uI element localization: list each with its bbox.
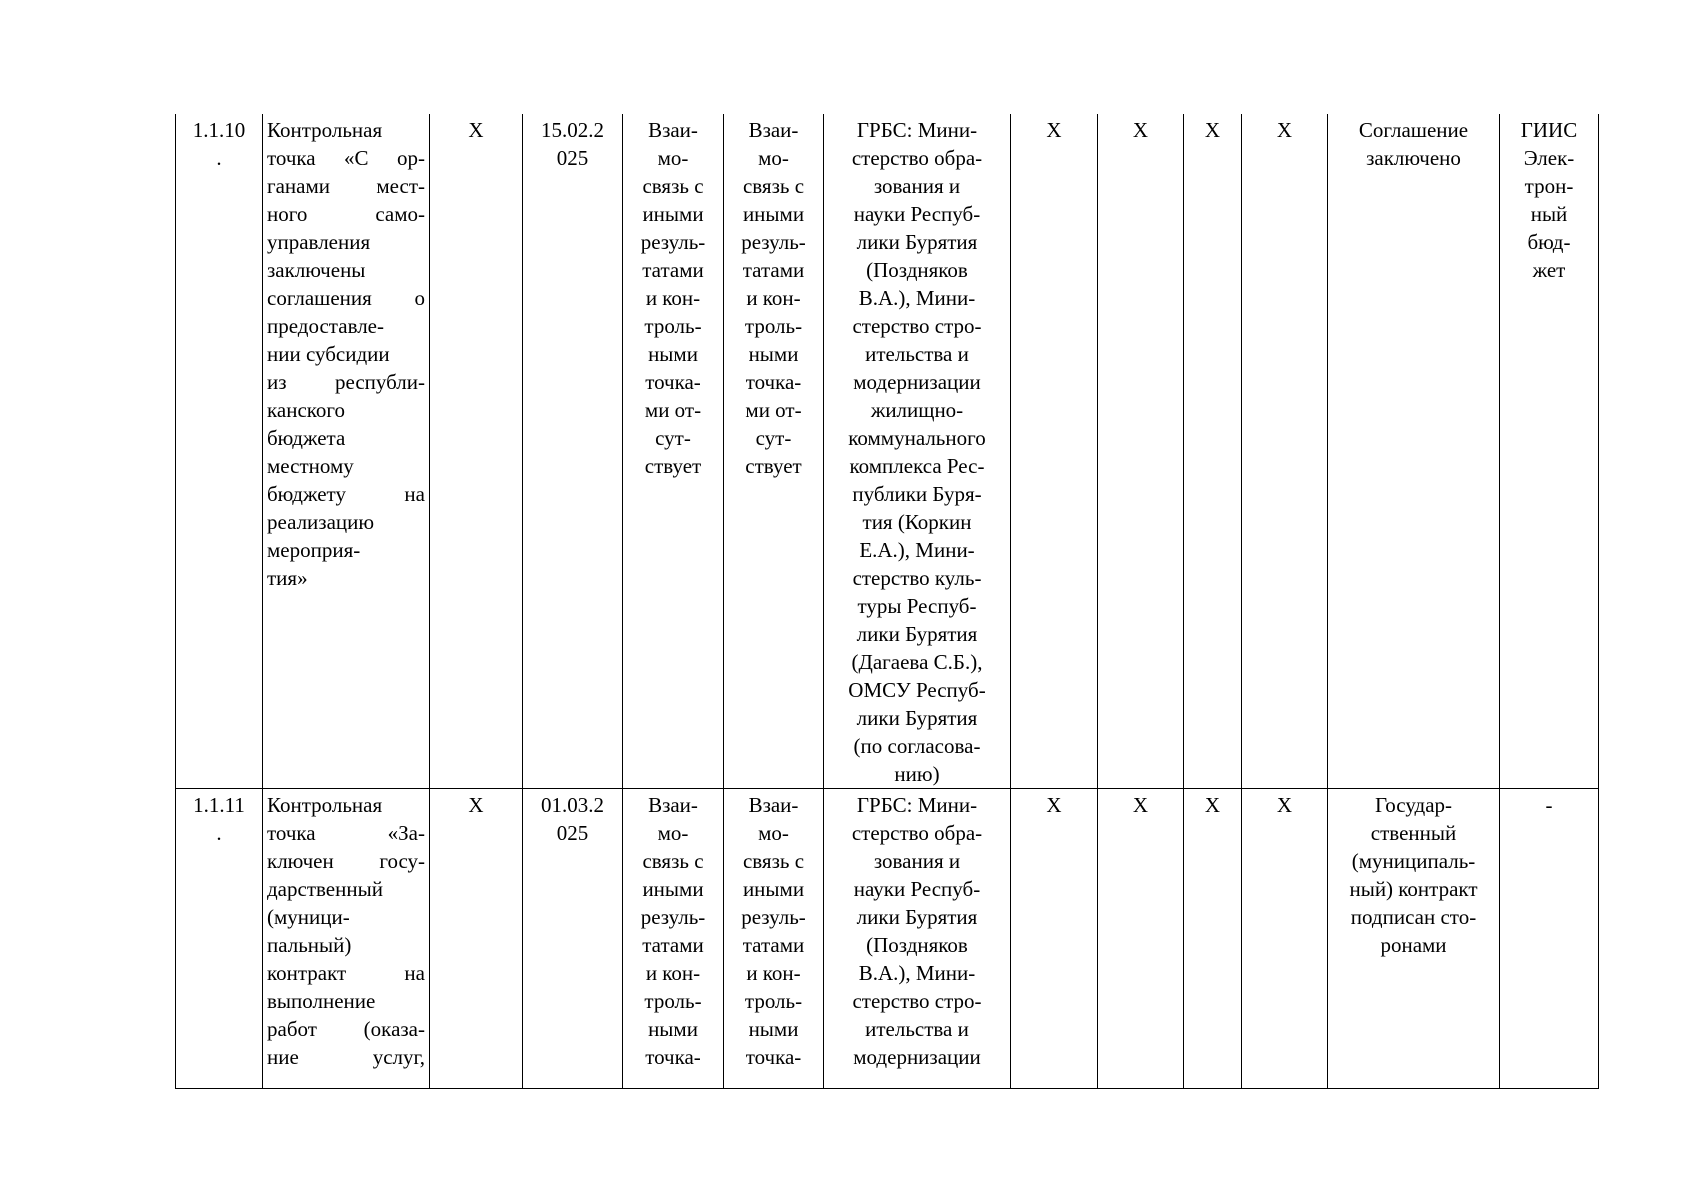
cell-text-line: ными xyxy=(648,1017,698,1041)
cell-text-line: точка «С ор- xyxy=(267,146,425,170)
cell-text-line: Соглашение xyxy=(1358,118,1469,142)
cell-text-line: иными xyxy=(742,202,805,226)
cell-text-line: троль- xyxy=(644,989,702,1013)
cell-text-line: . xyxy=(216,821,222,845)
cell-text-line: ный) контракт xyxy=(1349,877,1478,901)
cell-text-line: точка- xyxy=(645,1045,701,1069)
result-cell xyxy=(1328,789,1500,1089)
cell-text-line: троль- xyxy=(744,989,803,1013)
cell-text-line: ганами мест- xyxy=(267,174,425,198)
item-number-cell xyxy=(176,114,263,789)
cell-text-line: зования и xyxy=(873,849,961,873)
cell-text-line: бюджета xyxy=(267,426,346,450)
cell-text-line: реализацию xyxy=(267,510,375,534)
cell-text-line: местному xyxy=(267,454,354,478)
cell-text-line: Взаи- xyxy=(648,793,698,817)
cell-text-line: ми от- xyxy=(745,398,802,422)
cell-text-line: 025 xyxy=(556,146,589,170)
cell-text-line: (муници- xyxy=(267,905,350,929)
table-row xyxy=(176,114,1599,789)
link-previous-cell xyxy=(623,114,724,789)
cell-text-line: жилищно- xyxy=(870,398,964,422)
control-points-table xyxy=(175,114,1599,1089)
cell-text-line: ительства и xyxy=(865,1017,969,1041)
cell-text-line: (Поздняков xyxy=(866,933,968,957)
cell-text-line: точка «За- xyxy=(267,821,425,845)
table-body xyxy=(176,114,1599,1089)
cell-text-line: управления xyxy=(267,230,371,254)
x-cell-1 xyxy=(1011,114,1098,789)
cell-text: X xyxy=(468,793,484,817)
cell-text-line: ствует xyxy=(745,454,802,478)
cell-text-line: лики Бурятия xyxy=(856,706,978,730)
date-cell xyxy=(523,789,623,1089)
cell-text-line: ственный xyxy=(1370,821,1457,845)
cell-text-line: заключены xyxy=(267,258,366,282)
cell-text-line: стерство обра- xyxy=(851,146,983,170)
cell-text-line: точка- xyxy=(745,1045,802,1069)
cell-text-line: мо- xyxy=(657,821,689,845)
cell-text-line: ствует xyxy=(644,454,702,478)
cell-text-line: резуль- xyxy=(640,230,706,254)
cell-text-line: и кон- xyxy=(746,961,801,985)
cell-text-line: Взаи- xyxy=(648,118,698,142)
cell-text-line: подписан сто- xyxy=(1350,905,1477,929)
control-point-name-cell xyxy=(263,789,430,1089)
information-system-cell xyxy=(1500,114,1599,789)
x-cell-1 xyxy=(1011,789,1098,1089)
cell-text-line: ние услуг, xyxy=(267,1045,425,1069)
cell-text-line: предоставле- xyxy=(267,314,384,338)
cell-text-line: Контрольная xyxy=(267,793,383,817)
cell-text-line: дарственный xyxy=(267,877,383,901)
cell-text-line: и кон- xyxy=(645,961,701,985)
cell-text: X xyxy=(1204,118,1221,142)
cell-text-line: выполнение xyxy=(267,989,376,1013)
cell-text-line: ГРБС: Мини- xyxy=(856,118,978,142)
cell-text-line: 1.1.10 xyxy=(192,118,246,142)
cell-text-line: и кон- xyxy=(645,286,701,310)
cell-text-line: иными xyxy=(642,202,704,226)
cell-text-line: контракт на xyxy=(267,961,425,985)
x-cell-3 xyxy=(1184,789,1242,1089)
cell-text: X xyxy=(1276,118,1293,142)
cell-text-line: стерство обра- xyxy=(851,821,983,845)
cell-text-line: Государ- xyxy=(1374,793,1453,817)
cell-text-line: сут- xyxy=(755,426,792,450)
cell-text-line: связь с xyxy=(742,174,805,198)
cell-text-line: В.А.), Мини- xyxy=(858,286,976,310)
cell-text-line: ными xyxy=(748,342,799,366)
x-cell-2 xyxy=(1098,114,1184,789)
cell-text-line: резуль- xyxy=(640,905,706,929)
cell-text-line: 01.03.2 xyxy=(541,793,604,817)
cell-text-line: связь с xyxy=(642,174,704,198)
cell-text-line: стерство куль- xyxy=(852,566,982,590)
cell-text-line: (муниципаль- xyxy=(1351,849,1476,873)
x-cell-3 xyxy=(1184,114,1242,789)
cell-text: X xyxy=(1132,118,1149,142)
cell-text-line: мероприя- xyxy=(267,538,361,562)
link-next-cell xyxy=(724,114,824,789)
link-next-cell xyxy=(724,789,824,1089)
control-point-name-cell xyxy=(263,114,430,789)
cell-text-line: бюджету на xyxy=(267,482,425,506)
cell-text-line: и кон- xyxy=(746,286,801,310)
cell-text-line: пальный) xyxy=(267,933,352,957)
cell-text-line: Взаи- xyxy=(748,118,799,142)
cell-text: X xyxy=(468,118,484,142)
cell-text: X xyxy=(1276,793,1293,817)
x-cell-2 xyxy=(1098,789,1184,1089)
cell-text-line: резуль- xyxy=(741,905,806,929)
cell-text-line: В.А.), Мини- xyxy=(858,961,976,985)
cell-text: X xyxy=(1204,793,1221,817)
cell-text-line: работ (оказа- xyxy=(267,1017,425,1041)
cell-text-line: публики Буря- xyxy=(852,482,982,506)
cell-text-line: (Дагаева С.Б.), xyxy=(851,650,983,674)
cell-text-line: 1.1.11 xyxy=(193,793,245,817)
cell-text-line: Взаи- xyxy=(748,793,799,817)
cell-text-line: ОМСУ Респуб- xyxy=(848,678,986,702)
cell-text-line: Е.А.), Мини- xyxy=(859,538,975,562)
cell-text: X xyxy=(1046,118,1062,142)
cell-text-line: тия (Коркин xyxy=(862,510,972,534)
x-cell-4 xyxy=(1242,114,1328,789)
cell-text-line: нии субсидии xyxy=(267,342,390,366)
cell-text-line: ми от- xyxy=(644,398,702,422)
cell-text: X xyxy=(1046,793,1062,817)
cell-text-line: связь с xyxy=(642,849,704,873)
cell-text-line: точка- xyxy=(645,370,701,394)
cell-text-line: ГИИС xyxy=(1520,118,1578,142)
x-cell-4 xyxy=(1242,789,1328,1089)
cell-text-line: стерство стро- xyxy=(852,314,982,338)
cell-text-line: зования и xyxy=(873,174,961,198)
cell-text-line: татами xyxy=(642,933,704,957)
cell-text-line: ключен госу- xyxy=(267,849,425,873)
cell-text-line: ного само- xyxy=(267,202,425,226)
cell-text-line: лики Бурятия xyxy=(856,622,978,646)
indicator-cell xyxy=(430,789,523,1089)
cell-text-line: соглашения о xyxy=(267,286,425,310)
result-cell xyxy=(1328,114,1500,789)
link-previous-cell xyxy=(623,789,724,1089)
information-system-cell xyxy=(1500,789,1599,1089)
cell-text-line: мо- xyxy=(758,146,789,170)
cell-text-line: тия» xyxy=(267,566,308,590)
cell-text-line: модернизации xyxy=(853,1045,981,1069)
cell-text-line: туры Респуб- xyxy=(857,594,977,618)
cell-text-line: сут- xyxy=(655,426,691,450)
cell-text-line: коммунального xyxy=(848,426,986,450)
cell-text-line: мо- xyxy=(657,146,689,170)
cell-text-line: иными xyxy=(742,877,805,901)
cell-text-line: лики Бурятия xyxy=(856,230,978,254)
responsible-cell xyxy=(824,114,1011,789)
responsible-cell xyxy=(824,789,1011,1089)
cell-text-line: науки Респуб- xyxy=(853,877,981,901)
cell-text-line: ный xyxy=(1530,202,1568,226)
cell-text-line: из республи- xyxy=(267,370,425,394)
cell-text-line: Элек- xyxy=(1523,146,1575,170)
cell-text-line: модернизации xyxy=(853,370,981,394)
cell-text-line: связь с xyxy=(742,849,805,873)
cell-text-line: нию) xyxy=(894,762,940,786)
cell-text-line: резуль- xyxy=(741,230,806,254)
cell-text-line: канского xyxy=(267,398,345,422)
cell-text-line: точка- xyxy=(745,370,802,394)
cell-text-line: Контрольная xyxy=(267,118,383,142)
item-number-cell xyxy=(176,789,263,1089)
cell-text-line: 15.02.2 xyxy=(541,118,604,142)
cell-text-line: . xyxy=(216,146,222,170)
cell-text-line: науки Респуб- xyxy=(853,202,981,226)
cell-text-line: жет xyxy=(1532,258,1566,282)
cell-text-line: (Поздняков xyxy=(866,258,968,282)
cell-text-line: татами xyxy=(742,258,805,282)
cell-text-line: троль- xyxy=(644,314,702,338)
cell-text-line: ГРБС: Мини- xyxy=(856,793,978,817)
cell-text-line: иными xyxy=(642,877,704,901)
cell-text-line: ительства и xyxy=(865,342,969,366)
cell-text-line: мо- xyxy=(758,821,789,845)
indicator-cell xyxy=(430,114,523,789)
cell-text-line: троль- xyxy=(744,314,803,338)
cell-text-line: заключено xyxy=(1366,146,1461,170)
cell-text-line: татами xyxy=(742,933,805,957)
table-row xyxy=(176,789,1599,1089)
cell-text-line: - xyxy=(1545,793,1553,817)
cell-text-line: комплекса Рес- xyxy=(849,454,985,478)
cell-text-line: (по согласова- xyxy=(853,734,981,758)
cell-text-line: ными xyxy=(748,1017,799,1041)
cell-text-line: ронами xyxy=(1380,933,1447,957)
cell-text: X xyxy=(1132,793,1149,817)
date-cell xyxy=(523,114,623,789)
cell-text-line: бюд- xyxy=(1527,230,1571,254)
cell-text-line: лики Бурятия xyxy=(856,905,978,929)
cell-text-line: 025 xyxy=(556,821,589,845)
cell-text-line: ными xyxy=(648,342,698,366)
cell-text-line: стерство стро- xyxy=(852,989,982,1013)
cell-text-line: трон- xyxy=(1524,174,1574,198)
cell-text-line: татами xyxy=(642,258,704,282)
